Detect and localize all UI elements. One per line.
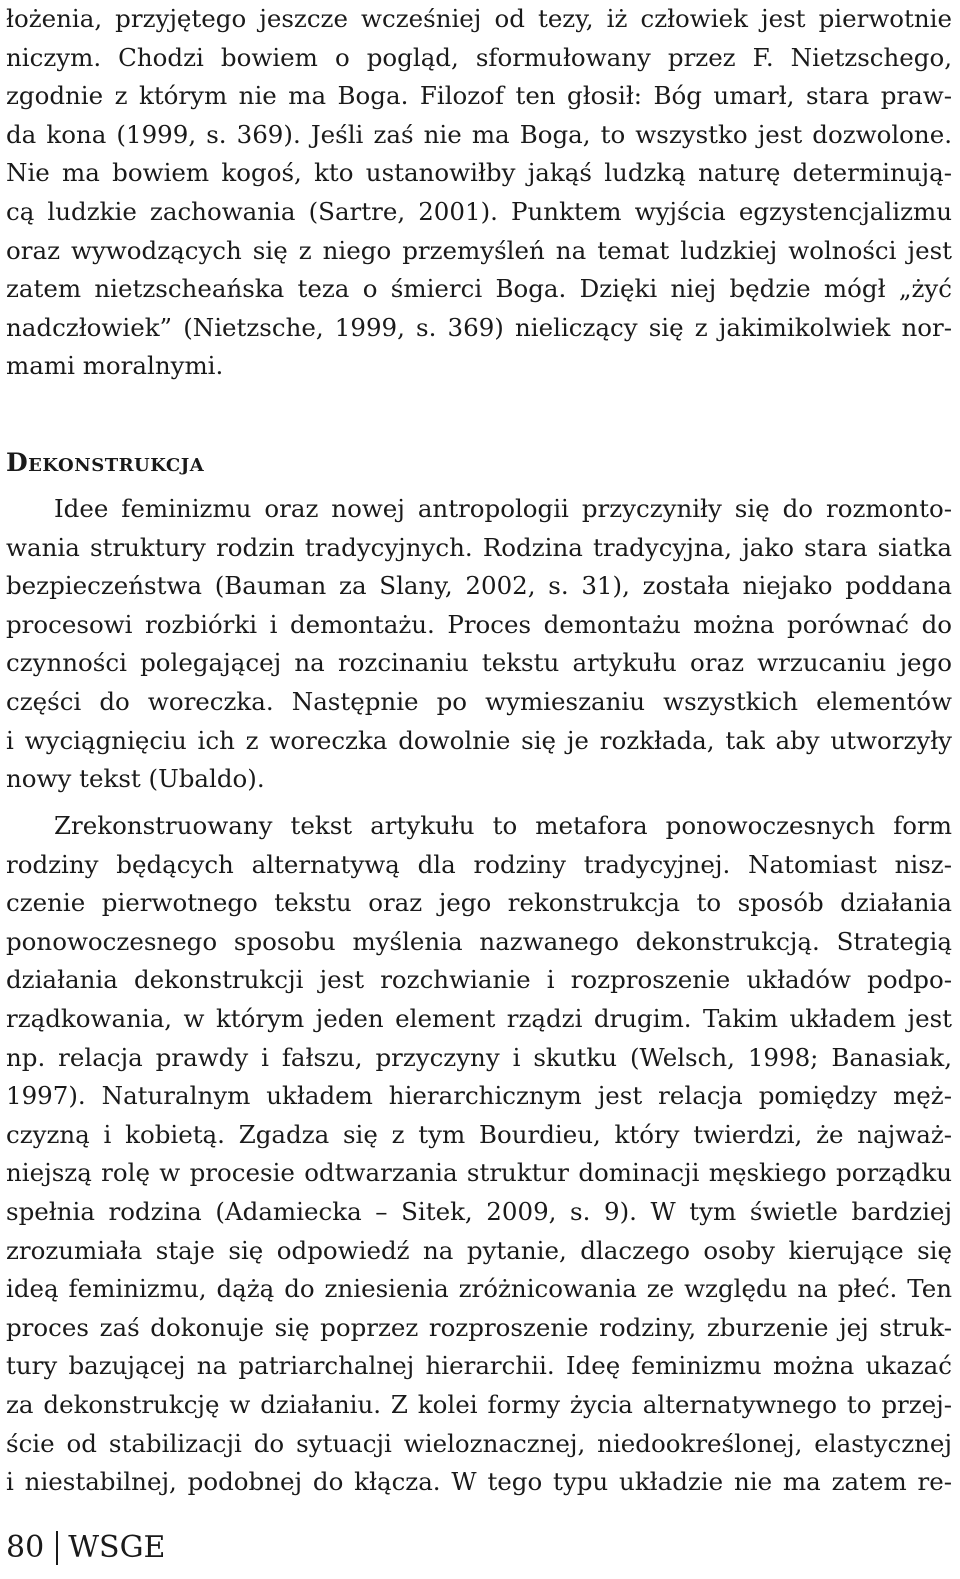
text-line: działania dekonstrukcji jest rozchwianie i rozproszenie układów podpo- [6,965,952,995]
text-line: Zrekonstruowany tekst artykułu to metafora ponowoczesnych form [54,811,952,840]
text-line: tury bazującej na patriarchalnej hierarchii. Ideę feminizmu można ukazać [6,1351,952,1381]
text-line: łożenia, przyjętego jeszcze wcześniej od tezy, iż człowiek jest pierwotnie [6,4,952,33]
text-line: rodziny będących alternatywą dla rodziny tradycyjnej. Natomiast nisz- [6,849,952,879]
text-line: czynności polegającej na rozcinaniu tekstu artykułu oraz wrzucaniu jego [6,648,952,678]
text-line: Idee feminizmu oraz nowej antropologii przyczyniły się do rozmonto- [54,494,952,523]
text-line: niejszą rolę w procesie odtwarzania struktur dominacji męskiego porządku [6,1158,952,1188]
section-heading: Dekonstrukcja [6,448,205,477]
text-line: oraz wywodzących się z niego przemyśleń na temat ludzkiej wolności jest [6,235,952,265]
text-line: niczym. Chodzi bowiem o pogląd, sformułowany przez F. Nietzschego, [6,42,952,72]
text-line: ście od stabilizacji do sytuacji wieloznacznej, niedookreślonej, elastycznej [6,1428,952,1458]
text-line: ideą feminizmu, dążą do zniesienia zróżnicowania ze względu na płeć. Ten [6,1274,952,1304]
text-line: zatem nietzscheańska teza o śmierci Boga. Dzięki niej będzie mógł „żyć [6,274,952,304]
text-line: np. relacja prawdy i fałszu, przyczyny i skutku (Welsch, 1998; Banasiak, [6,1042,952,1072]
page-footer [6,1528,165,1568]
paragraph-deconstruction-1 [6,490,952,799]
text-line: czenie pierwotnego tekstu oraz jego rekonstrukcja to sposób działania [6,888,952,918]
text-line: mami moralnymi. [6,351,224,381]
text-line: części do woreczka. Następnie po wymieszaniu wszystkich elementów [6,686,952,716]
text-line: czyzną i kobietą. Zgadza się z tym Bourdieu, który twierdzi, że najważ- [6,1119,952,1149]
paragraph-deconstruction-2 [6,807,952,1502]
page-number: 80 [6,1530,45,1565]
text-line: ponowoczesnego sposobu myślenia nazwanego dekonstrukcją. Strategią [6,926,952,956]
footer-divider [56,1531,58,1565]
text-line: wania struktury rodzin tradycyjnych. Rodzina tradycyjna, jako stara siatka [6,532,952,562]
text-line: procesowi rozbiórki i demontażu. Proces demontażu można porównać do [6,609,952,639]
text-line: Nie ma bowiem kogoś, kto ustanowiłby jakąś ludzką naturę determinują- [6,158,952,188]
text-line: spełnia rodzina (Adamiecka – Sitek, 2009, s. 9). W tym świetle bardziej [6,1196,952,1226]
text-line: i wyciągnięciu ich z woreczka dowolnie się je rozkłada, tak aby utworzyły [6,725,952,755]
text-line: rządkowania, w którym jeden element rządzi drugim. Takim układem jest [6,1003,952,1033]
paragraph-intro [6,0,952,386]
text-line: bezpieczeństwa (Bauman za Slany, 2002, s. 31), została niejako poddana [6,571,952,601]
text-line: za dekonstrukcję w działaniu. Z kolei formy życia alternatywnego to przej- [6,1389,952,1419]
publisher-name: WSGE [68,1530,166,1565]
text-line: nowy tekst (Ubaldo). [6,764,265,794]
text-line: cą ludzkie zachowania (Sartre, 2001). Punktem wyjścia egzystencjalizmu [6,196,952,226]
text-line: 1997). Naturalnym układem hierarchicznym jest relacja pomiędzy męż- [6,1081,952,1111]
text-line: nadczłowiek” (Nietzsche, 1999, s. 369) nieliczący się z jakimikolwiek nor- [6,312,952,342]
text-line: zgodnie z którym nie ma Boga. Filozof ten głosił: Bóg umarł, stara praw- [6,81,952,111]
text-line: da kona (1999, s. 369). Jeśli zaś nie ma Boga, to wszystko jest dozwolone. [6,119,952,149]
text-line: i niestabilnej, podobnej do kłącza. W tego typu układzie nie ma zatem re- [6,1467,952,1497]
text-line: zrozumiała staje się odpowiedź na pytanie, dlaczego osoby kierujące się [6,1235,952,1265]
text-line: proces zaś dokonuje się poprzez rozproszenie rodziny, zburzenie jej struk- [6,1312,952,1342]
